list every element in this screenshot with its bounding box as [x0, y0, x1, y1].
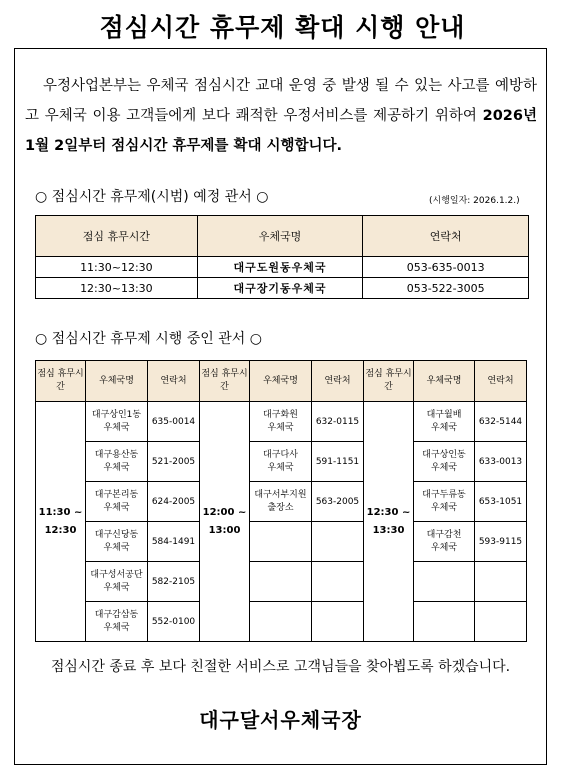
empty-cell: [250, 602, 312, 642]
notice-frame: [14, 48, 547, 765]
empty-cell: [475, 562, 527, 602]
office-name-line2: 우체국: [103, 582, 130, 593]
office-name-line1: 대구서부지원: [254, 489, 307, 500]
table-row: [36, 562, 527, 602]
office-cell: 대구장기동우체국: [197, 278, 363, 299]
col-header-time: 점심 휴무시간: [200, 361, 250, 402]
col-header-time: 점심 휴무시간: [36, 216, 198, 257]
office-name-line2: 우체국: [103, 542, 130, 553]
office-name-line2: 우체국: [267, 422, 294, 433]
office-name-line1: 대구감삼동: [94, 609, 139, 620]
table-row: [36, 442, 527, 482]
office-name-cell: [86, 602, 148, 642]
col-header-office: 우체국명: [250, 361, 312, 402]
office-phone-cell: 593-9115: [475, 522, 527, 562]
empty-cell: [414, 602, 475, 642]
col-header-office: 우체국명: [197, 216, 363, 257]
office-name-line1: 대구용산동: [94, 449, 139, 460]
office-name-line1: 대구화원: [263, 409, 298, 420]
col-header-phone: 연락처: [363, 216, 529, 257]
time-end: 13:30: [372, 524, 405, 536]
time-end: 12:30: [44, 524, 77, 536]
office-phone-cell: 584-1491: [148, 522, 200, 562]
empty-cell: [475, 602, 527, 642]
time-start: 12:30 ~: [366, 506, 411, 518]
col-header-office: 우체국명: [86, 361, 148, 402]
planned-offices-table: [35, 215, 529, 299]
office-name-cell: [414, 402, 475, 442]
office-name-cell: [414, 522, 475, 562]
col-header-phone: 연락처: [148, 361, 200, 402]
office-name-line2: 우체국: [430, 462, 458, 473]
section2-heading: ○ 점심시간 휴무제 시행 중인 관서 ○: [35, 331, 262, 347]
office-name-cell: [86, 522, 148, 562]
table-row: [36, 278, 529, 299]
office-name-cell: [250, 442, 312, 482]
office-name-line2: 우체국: [430, 502, 458, 513]
section1-heading: ○ 점심시간 휴무제(시범) 예정 관서 ○: [35, 189, 269, 205]
office-phone-cell: 632-0115: [312, 402, 364, 442]
intro-paragraph: [25, 71, 537, 161]
office-phone-cell: 632-5144: [475, 402, 527, 442]
office-phone-cell: 635-0014: [148, 402, 200, 442]
office-phone-cell: 633-0013: [475, 442, 527, 482]
col-header-phone: 연락처: [312, 361, 364, 402]
office-name-line2: 우체국: [267, 462, 294, 473]
office-name-line1: 대구감천: [426, 529, 462, 540]
office-phone-cell: 653-1051: [475, 482, 527, 522]
notice-title: 점심시간 휴무제 확대 시행 안내: [99, 13, 466, 42]
time-cell: 12:30~13:30: [36, 278, 198, 299]
col-header-time: 점심 휴무시간: [364, 361, 414, 402]
phone-cell: 053-522-3005: [363, 278, 529, 299]
office-name-line2: 우체국: [103, 422, 130, 433]
intro-emphasis: 2026년 1월 2일부터 점심시간 휴무제를 확대 시행합니다.: [25, 108, 537, 154]
empty-cell: [250, 562, 312, 602]
office-phone-cell: 591-1151: [312, 442, 364, 482]
office-phone-cell: 624-2005: [148, 482, 200, 522]
empty-cell: [312, 602, 364, 642]
office-name-line1: 대구신당동: [94, 529, 139, 540]
closing-message: 점심시간 종료 후 보다 친절한 서비스로 고객님들을 찾아뵙도록 하겠습니다.: [50, 659, 511, 675]
office-name-line1: 대구본리동: [94, 489, 139, 500]
office-name-line2: 우체국: [103, 622, 130, 633]
office-name-cell: [250, 482, 312, 522]
col-header-phone: 연락처: [475, 361, 527, 402]
office-name-cell: [414, 442, 475, 482]
table-row: [36, 402, 527, 442]
office-name-line1: 대구상인동: [422, 449, 466, 460]
office-name-line2: 출장소: [267, 502, 294, 513]
office-name-line1: 대구상인1동: [91, 409, 142, 420]
table-row: [36, 257, 529, 278]
phone-cell: 053-635-0013: [363, 257, 529, 278]
office-name-line2: 우체국: [430, 542, 458, 553]
office-name-line1: 대구월배: [426, 409, 462, 420]
intro-text: 우정사업본부는 우체국 점심시간 교대 운영 중 발생 될 수 있는 사고를 예방하고 우체국 이용 고객들에게 보다 쾌적한 우정서비스를 제공하기 위하여: [25, 78, 537, 124]
office-phone-cell: 563-2005: [312, 482, 364, 522]
empty-cell: [414, 562, 475, 602]
office-name-cell: [86, 562, 148, 602]
empty-cell: [312, 522, 364, 562]
lunch-time-cell: [36, 402, 86, 642]
office-name-line2: 우체국: [103, 462, 130, 473]
office-phone-cell: 552-0100: [148, 602, 200, 642]
table-row: [36, 602, 527, 642]
lunch-time-cell: [364, 402, 414, 642]
current-offices-table: [35, 360, 527, 642]
col-header-office: 우체국명: [414, 361, 475, 402]
office-name-cell: [414, 482, 475, 522]
time-start: 12:00 ~: [202, 506, 247, 518]
empty-cell: [312, 562, 364, 602]
office-cell: 대구도원동우체국: [197, 257, 363, 278]
office-name-cell: [86, 482, 148, 522]
office-name-line1: 대구성서공단: [90, 569, 143, 580]
office-phone-cell: 521-2005: [148, 442, 200, 482]
office-name-line2: 우체국: [103, 502, 130, 513]
office-name-line1: 대구다사: [263, 449, 298, 460]
table-row: [36, 482, 527, 522]
time-start: 11:30 ~: [38, 506, 83, 518]
office-name-line2: 우체국: [430, 422, 458, 433]
signature: 대구달서우체국장: [199, 708, 362, 732]
office-name-cell: [86, 442, 148, 482]
lunch-time-cell: [200, 402, 250, 642]
time-end: 13:00: [208, 524, 241, 536]
office-phone-cell: 582-2105: [148, 562, 200, 602]
office-name-cell: [250, 402, 312, 442]
effective-date-note: (시행일자: 2026.1.2.): [429, 196, 520, 206]
col-header-time: 점심 휴무시간: [36, 361, 86, 402]
office-name-line1: 대구두류동: [422, 489, 466, 500]
empty-cell: [250, 522, 312, 562]
time-cell: 11:30~12:30: [36, 257, 198, 278]
table-row: [36, 522, 527, 562]
office-name-cell: [86, 402, 148, 442]
